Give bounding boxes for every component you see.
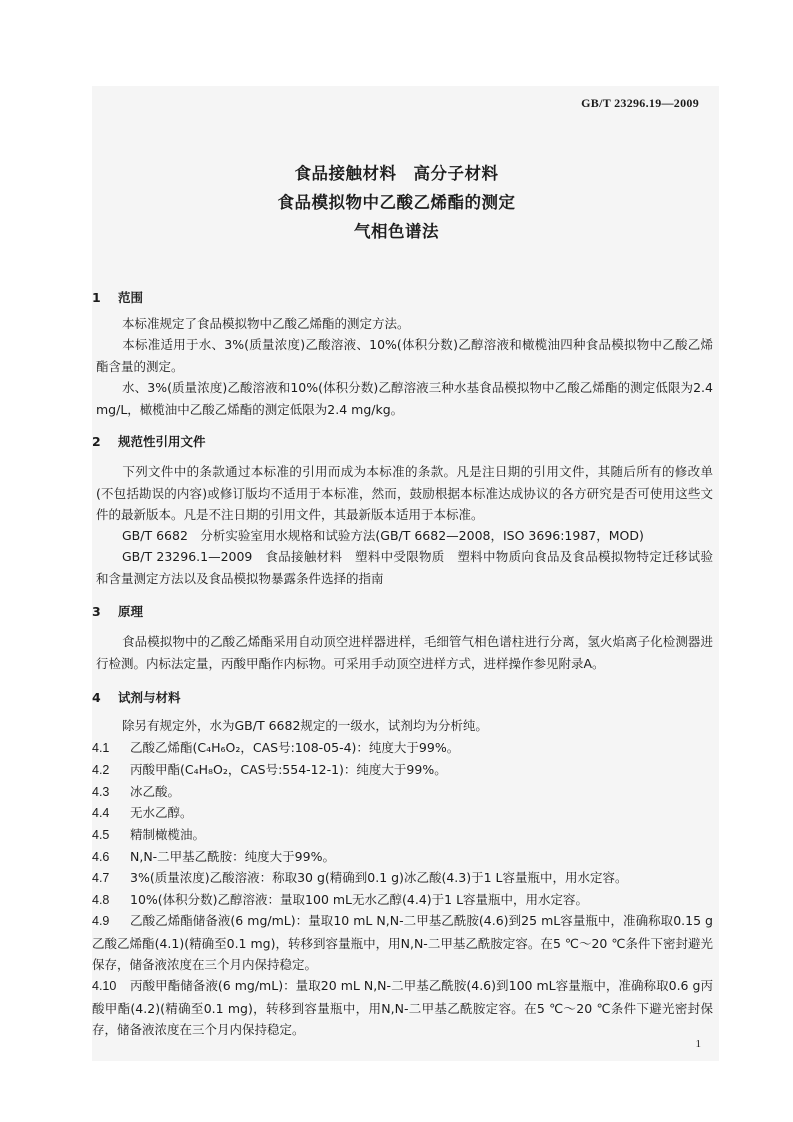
section-heading: 3 原理 [92,604,144,619]
paragraph: 除另有规定外，水为GB/T 6682规定的一级水，试剂均为分析纯。 [122,718,488,733]
paragraph: 食品模拟物中的乙酸乙烯酯采用自动顶空进样器进样，毛细管气相色谱柱进行分离，氢火焰离子化检测器进行检测。内标法定量，丙酸甲酯作内标物。可采用手动顶空进样方式，进样操作参见附录A。 [96,634,713,671]
list-item: 4.10 丙酸甲酯储备液(6 mg/mL)：量取20 mL N,N-二甲基乙酰胺(4.6)到100 mL容量瓶中，准确称取0.6 g丙酸甲酯(4.2)(精确至0.1 mg)，转移到容量瓶中，用N,N-二甲基乙酰胺定容。在5 ℃～20 ℃条件下避光密封保存，储备液浓度在三个月内保持稳定。 [92,978,713,1037]
paragraph: 水、3%(质量浓度)乙酸溶液和10%(体积分数)乙醇溶液三种水基食品模拟物中乙酸乙烯酯的测定低限为2.4 mg/L，橄榄油中乙酸乙烯酯的测定低限为2.4 mg/kg。 [96,380,713,417]
list-item: 4.9 乙酸乙烯酯储备液(6 mg/mL)：量取10 mL N,N-二甲基乙酰胺(4.6)到25 mL容量瓶中，准确称取0.15 g乙酸乙烯酯(4.1)(精确至0.1 mg)，转移到容量瓶中，用N,N-二甲基乙酰胺定容。在5 ℃～20 ℃条件下密封避光保存，储备液浓度在三个月内保持稳定。 [92,913,713,972]
paragraph: 下列文件中的条款通过本标准的引用而成为本标准的条款。凡是注日期的引用文件，其随后所有的修改单(不包括勘误的内容)或修订版均不适用于本标准，然而，鼓励根据本标准达成协议的各方研究是否可使用这些文件的最新版本。凡是不注日期的引用文件，其最新版本适用于本标准。 [96,464,713,522]
reference-item: GB/T 6682 分析实验室用水规格和试验方法(GB/T 6682—2008，ISO 3696:1987，MOD) [122,528,644,543]
page-number: 1 [695,1038,701,1050]
paragraph: 本标准适用于水、3%(质量浓度)乙酸溶液、10%(体积分数)乙醇溶液和橄榄油四种食品模拟物中乙酸乙烯酯含量的测定。 [96,337,713,374]
title-line-1: 食品接触材料 高分子材料 [294,164,499,183]
section-heading: 1 范围 [92,290,144,305]
standard-code: GB/T 23296.19—2009 [581,96,699,110]
list-item: 4.3 冰乙酸。 [92,784,181,799]
list-item: 4.8 10%(体积分数)乙醇溶液：量取100 mL无水乙醇(4.4)于1 L容量瓶中，用水定容。 [92,892,589,907]
list-item: 4.1 乙酸乙烯酯(C₄H₆O₂，CAS号:108-05-4)：纯度大于99%。 [92,740,460,755]
title-line-2: 食品模拟物中乙酸乙烯酯的测定 [277,193,516,212]
title-line-3: 气相色谱法 [354,222,439,241]
list-item: 4.6 N,N-二甲基乙酰胺：纯度大于99%。 [92,849,335,864]
list-item: 4.5 精制橄榄油。 [92,827,206,842]
list-item: 4.2 丙酸甲酯(C₄H₈O₂，CAS号:554-12-1)：纯度大于99%。 [92,762,447,777]
list-item: 4.7 3%(质量浓度)乙酸溶液：称取30 g(精确到0.1 g)冰乙酸(4.3)于1 L容量瓶中，用水定容。 [92,870,628,885]
section-heading: 2 规范性引用文件 [92,434,206,449]
paragraph: 本标准规定了食品模拟物中乙酸乙烯酯的测定方法。 [122,316,410,331]
list-item: 4.4 无水乙醇。 [92,805,193,820]
section-heading: 4 试剂与材料 [92,690,181,705]
reference-item: GB/T 23296.1—2009 食品接触材料 塑料中受限物质 塑料中物质向食品及食品模拟物特定迁移试验和含量测定方法以及食品模拟物暴露条件选择的指南 [96,549,713,586]
